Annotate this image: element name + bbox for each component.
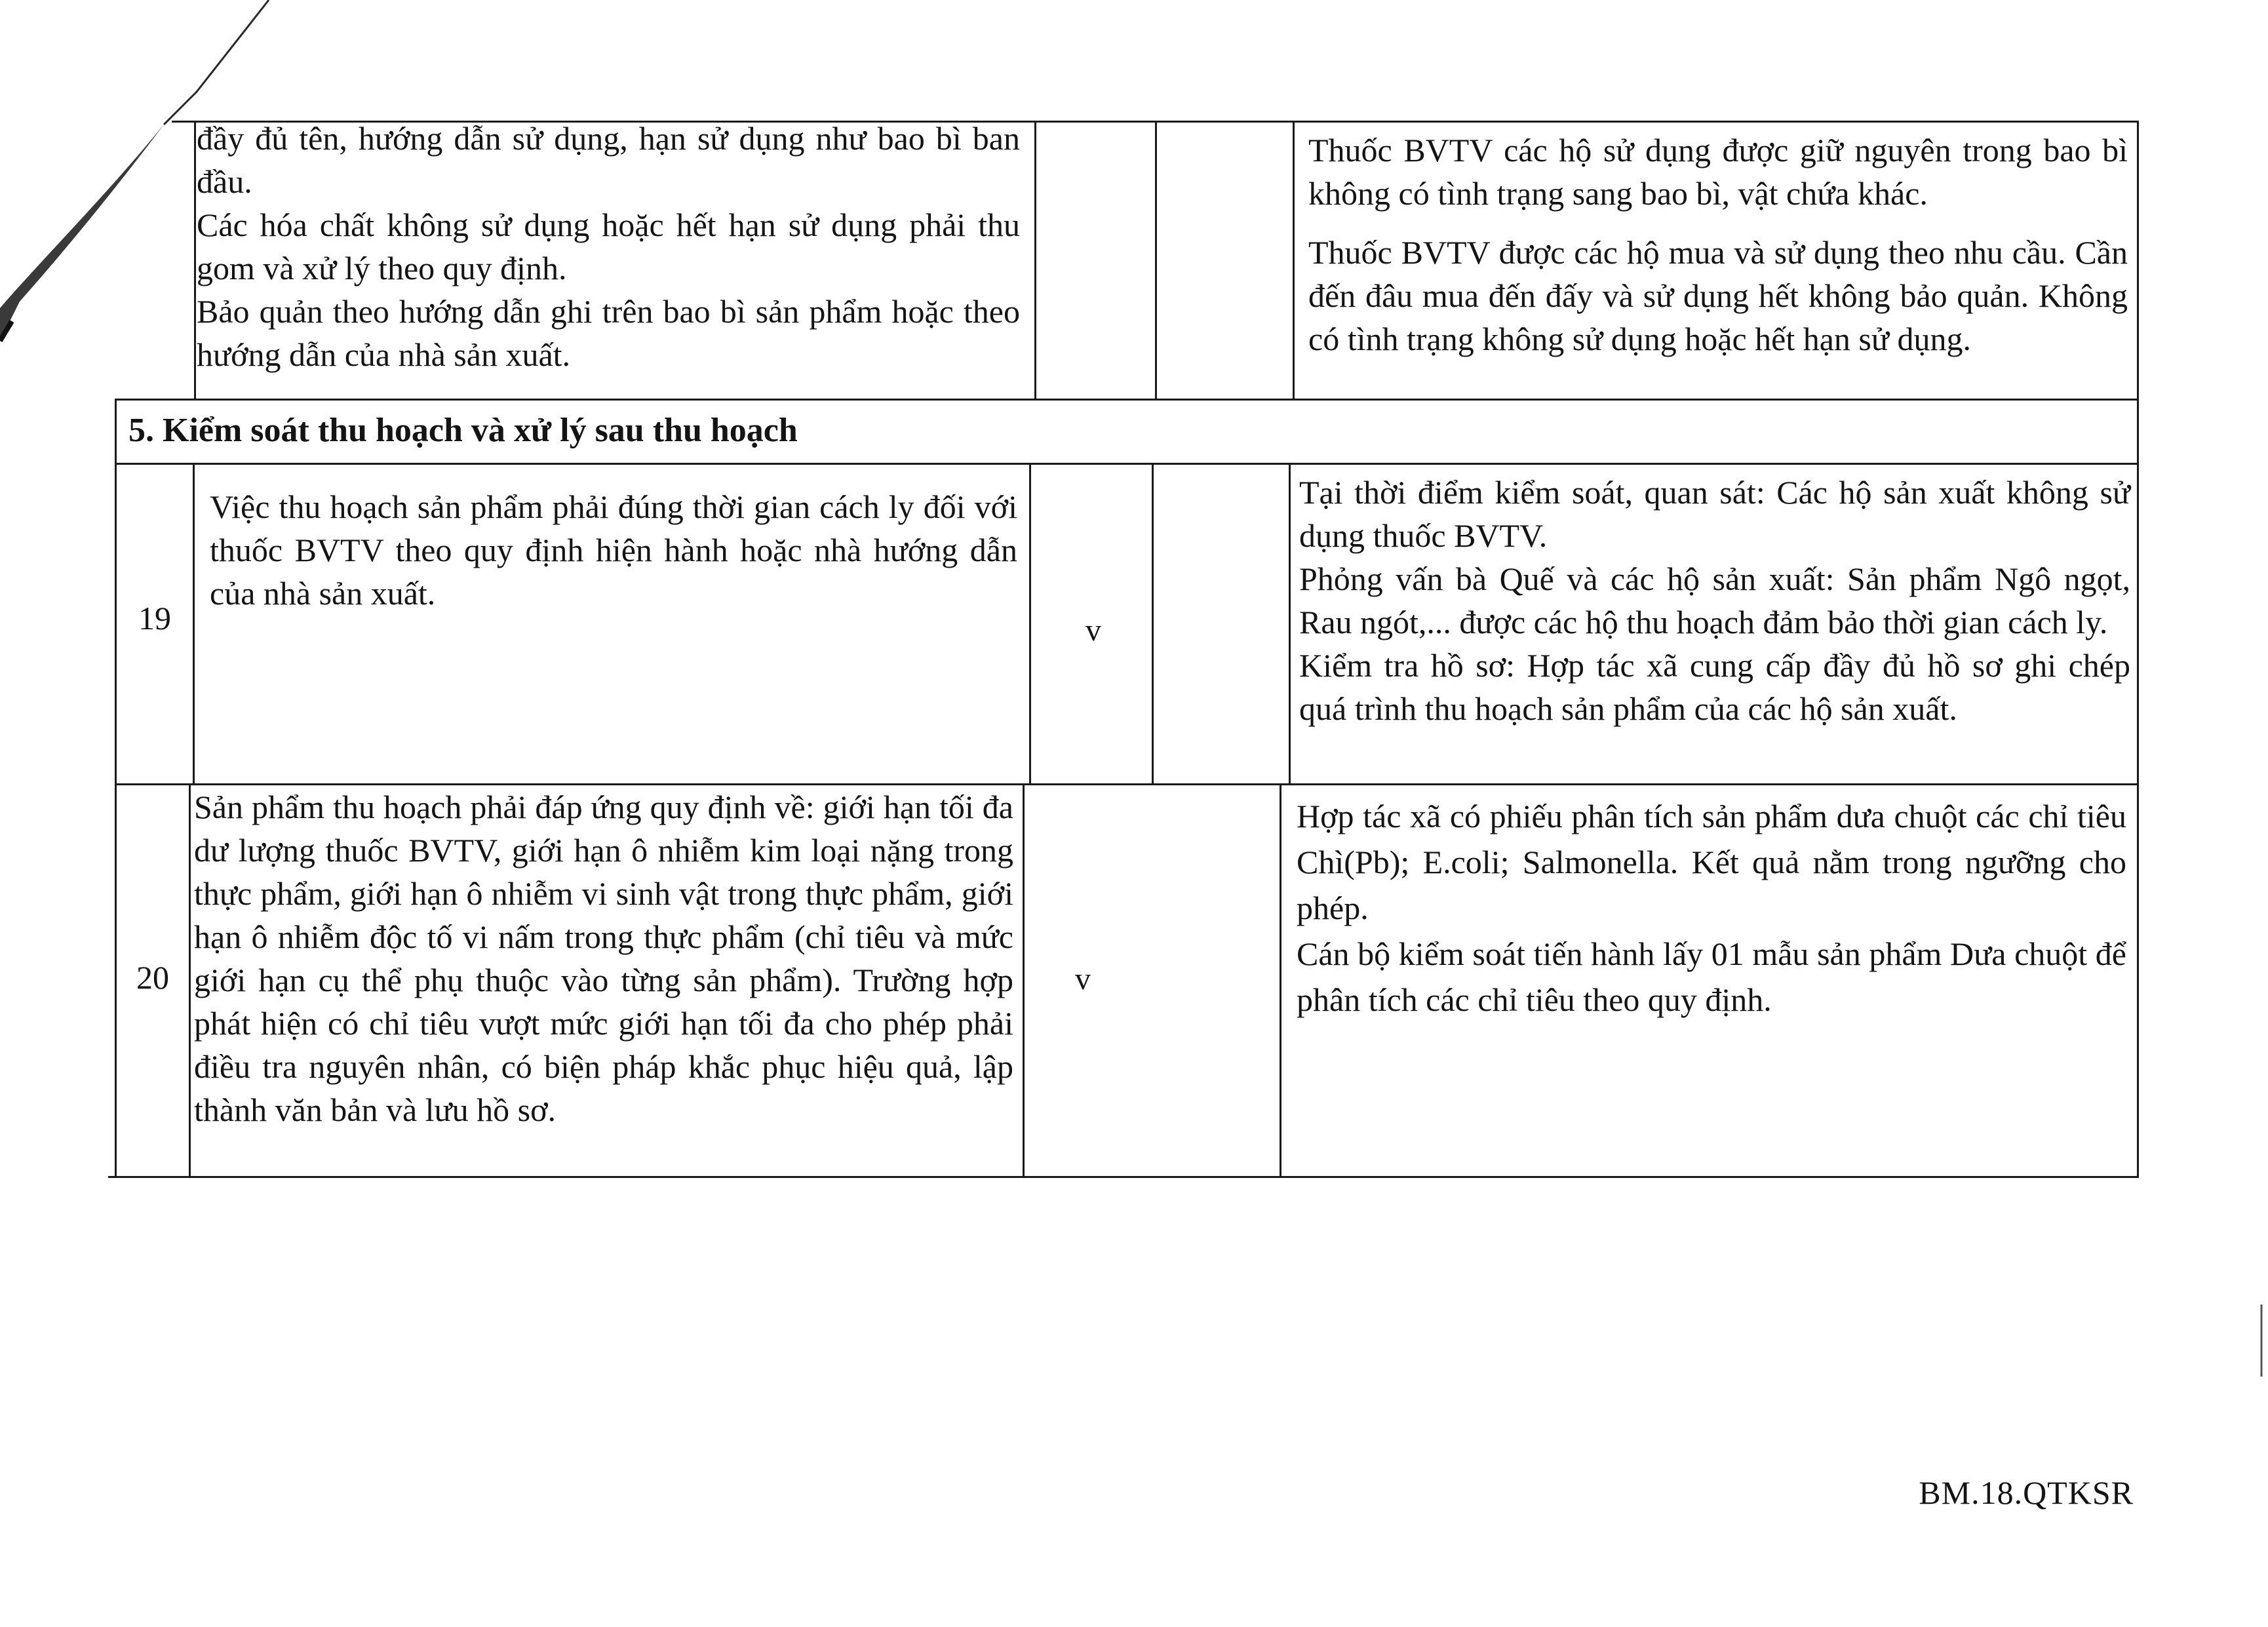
row-requirement-cell: Sản phẩm thu hoạch phải đáp ứng quy định về: giới hạn tối đa dư lượng thuốc BVTV, giới hạn ô nhiễm kim loại nặng trong thực phẩm, giới hạn ô nhiễm vi sinh vật trong thực phẩm, giới hạn ô nhiễm độc tố vi nấm trong thực phẩm (chỉ tiêu và mức giới hạn cụ thể phụ thuộc vào từng sản phẩm). Trường hợp phát hiện có chỉ tiêu vượt mức giới hạn tối đa cho phép phải điều tra nguyên nhân, có biện pháp khắc phục hiệu quả, lập thành văn bản và lưu hồ sơ.: [194, 789, 1013, 1128]
table-rule-section-bottom: [115, 463, 2139, 465]
form-code: BM.18.QTKSR: [1919, 1474, 2134, 1511]
table-border-left: [115, 399, 117, 1177]
table-col-note-divider: [1280, 785, 1281, 1177]
row-result-cell: [1297, 793, 2126, 1023]
row-result-cell: [1299, 471, 2130, 730]
result-paragraph: Thuốc BVTV các hộ sử dụng được giữ nguyên trong bao bì không có tình trạng sang bao bì, vật chứa khác.: [1308, 132, 2128, 212]
table-col-mark-divider: [1152, 464, 1154, 784]
continued-requirement-cell: [197, 117, 1020, 376]
requirement-line: Bảo quản theo hướng dẫn ghi trên bao bì sản phẩm hoặc theo hướng dẫn của nhà sản xuất.: [197, 293, 1020, 373]
table-col-number-divider: [189, 785, 191, 1177]
requirement-line: đầy đủ tên, hướng dẫn sử dụng, hạn sử dụng như bao bì ban đầu.: [197, 120, 1020, 200]
row-compliance-mark: v: [1085, 613, 1101, 648]
table-rule-row18-bottom: [115, 399, 2139, 401]
result-paragraph: Tại thời điểm kiểm soát, quan sát: Các hộ sản xuất không sử dụng thuốc BVTV.: [1299, 474, 2130, 554]
table-border-bottom: [108, 1176, 2139, 1178]
scan-speck-mark: [2255, 1304, 2268, 1383]
result-paragraph: Hợp tác xã có phiếu phân tích sản phẩm dưa chuột các chỉ tiêu Chì(Pb); E.coli; Salmonella. Kết quả nằm trong ngưỡng cho phép.: [1297, 798, 2126, 926]
section-heading: 5. Kiểm soát thu hoạch và xử lý sau thu hoạch: [128, 412, 798, 449]
table-col-requirement-divider: [1029, 464, 1031, 784]
row-compliance-mark: v: [1075, 962, 1091, 996]
table-col-requirement-divider: [1023, 785, 1025, 1177]
row-number: 20: [136, 959, 169, 996]
requirement-line: Các hóa chất không sử dụng hoặc hết hạn sử dụng phải thu gom và xử lý theo quy định.: [197, 206, 1020, 286]
result-paragraph: Phỏng vấn bà Quế và các hộ sản xuất: Sản phẩm Ngô ngọt, Rau ngót,... được các hộ thu hoạch đảm bảo thời gian cách ly.: [1299, 560, 2130, 640]
result-paragraph: Cán bộ kiểm soát tiến hành lấy 01 mẫu sản phẩm Dưa chuột để phân tích các chỉ tiêu theo quy định.: [1297, 935, 2126, 1018]
row-requirement-cell: Việc thu hoạch sản phẩm phải đúng thời gian cách ly đối với thuốc BVTV theo quy định hiện hành hoặc nhà hướng dẫn của nhà sản xuất.: [210, 488, 1017, 612]
continued-result-cell: [1308, 128, 2128, 361]
table-col-number-divider: [194, 122, 196, 400]
table-col-note-divider: [1293, 122, 1295, 400]
table-border-right: [2137, 121, 2139, 1177]
table-col-requirement-divider: [1034, 122, 1036, 400]
table-col-number-divider: [193, 464, 195, 784]
result-paragraph: Thuốc BVTV được các hộ mua và sử dụng theo nhu cầu. Cần đến đâu mua đến đấy và sử dụng hết không bảo quản. Không có tình trạng không sử dụng hoặc hết hạn sử dụng.: [1308, 234, 2128, 357]
table-col-mark-divider: [1155, 122, 1157, 400]
table-col-note-divider: [1289, 464, 1291, 784]
result-paragraph: Kiểm tra hồ sơ: Hợp tác xã cung cấp đầy đủ hồ sơ ghi chép quá trình thu hoạch sản phẩm của các hộ sản xuất.: [1299, 647, 2130, 727]
row-number: 19: [138, 600, 171, 637]
